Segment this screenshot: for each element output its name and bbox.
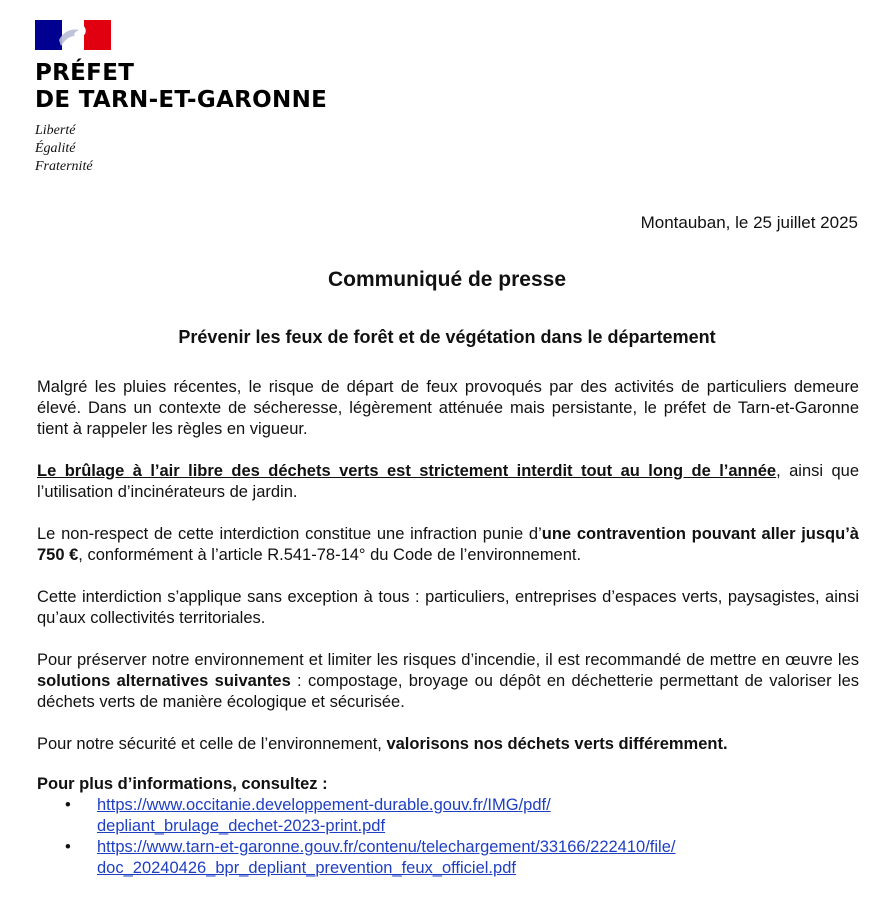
conclusion-emph: valorisons nos déchets verts différemment. (386, 735, 728, 753)
marianne-flag-icon (35, 20, 111, 50)
link-line: doc_20240426_bpr_depliant_prevention_feux_officiel.pdf (97, 859, 516, 877)
page-subtitle: Prévenir les feux de forêt et de végétation dans le département (178, 327, 716, 347)
motto-egalite: Égalité (35, 141, 76, 156)
info-heading: Pour plus d’informations, consultez : (37, 775, 328, 793)
penalty-start: Le non-respect de cette interdiction constitue une infraction punie d’ (37, 525, 542, 543)
list-item (97, 837, 859, 879)
link-line: depliant_brulage_dechet-2023-print.pdf (97, 817, 386, 835)
paragraph-alternatives (37, 650, 859, 713)
press-release-body (37, 377, 859, 879)
paragraph-scope: Cette interdiction s’applique sans exception à tous : particuliers, entreprises d’espaces verts, paysagistes, ainsi qu’aux collectivités territoriales. (37, 588, 859, 627)
link-line: https://www.tarn-et-garonne.gouv.fr/contenu/telechargement/33166/222410/file/ (97, 838, 676, 856)
alternatives-start: Pour préserver notre environnement et limiter les risques d’incendie, il est recommandé de mettre en œuvre les (37, 651, 859, 669)
paragraph-context: Malgré les pluies récentes, le risque de départ de feux provoqués par des activités de particuliers demeure élevé. Dans un contexte de sécheresse, légèrement atténuée mais persistante, le préfet de Tarn-et-Garonne tient à rappeler les règles en vigueur. (37, 378, 859, 438)
list-item (97, 795, 859, 837)
paragraph-ban (37, 461, 859, 503)
link-line: https://www.occitanie.developpement-durable.gouv.fr/IMG/pdf/ (97, 796, 551, 814)
alternatives-emph: solutions alternatives suivantes (37, 672, 291, 690)
prefecture-name (35, 60, 327, 114)
alternatives-rest: : compostage, broyage ou dépôt en déchetterie permettant de valoriser les déchets verts de manière écologique et sécurisée. (37, 672, 859, 711)
motto-liberte: Liberté (35, 123, 76, 138)
info-links-list (37, 795, 859, 879)
paragraph-penalty (37, 524, 859, 566)
penalty-rest: , conformément à l’article R.541-78-14° du Code de l’environnement. (78, 546, 582, 564)
motto-fraternite: Fraternité (35, 159, 93, 174)
ban-statement-rest: , ainsi que l’utilisation d’incinérateurs de jardin. (37, 462, 860, 501)
date-line: Montauban, le 25 juillet 2025 (640, 213, 858, 232)
republic-motto (35, 122, 327, 176)
prefecture-logo (35, 20, 327, 176)
prefet-line-1: PRÉFET (35, 60, 135, 86)
penalty-amount: une contravention pouvant aller jusqu’à 750 € (37, 525, 859, 564)
conclusion-start: Pour notre sécurité et celle de l’environnement, (37, 735, 387, 753)
link-occitanie-depliant[interactable] (97, 795, 859, 837)
prefet-line-2: DE TARN-ET-GARONNE (35, 87, 328, 113)
link-tarn-et-garonne-depliant[interactable] (97, 837, 859, 879)
ban-statement: Le brûlage à l’air libre des déchets verts est strictement interdit tout au long de l’année (37, 462, 777, 480)
paragraph-conclusion (37, 734, 859, 755)
page-title: Communiqué de presse (327, 268, 567, 291)
